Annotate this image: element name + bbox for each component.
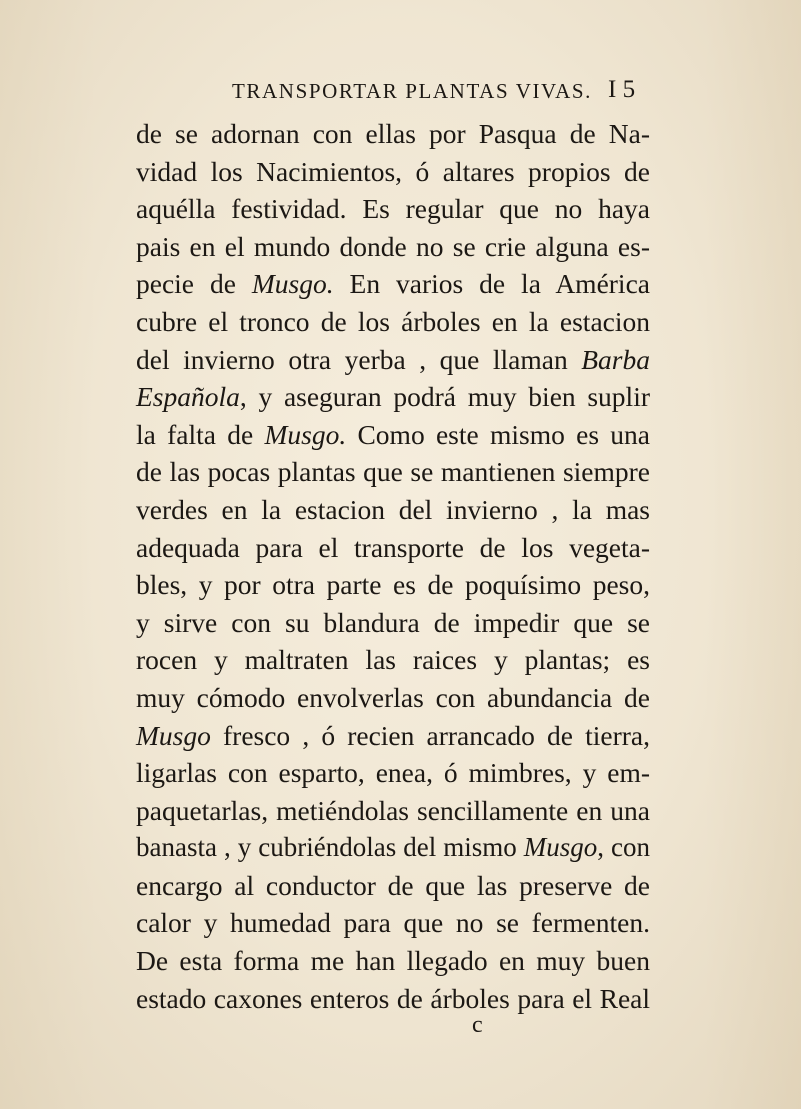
text-line	[136, 942, 650, 980]
text-run: En varios de la América	[333, 268, 650, 300]
text-line	[136, 867, 650, 905]
text-line	[136, 641, 650, 679]
italic-term: Española	[136, 381, 240, 413]
text-run: fresco , ó recien arrancado de tierra,	[210, 719, 650, 751]
text-run: estado caxones enteros de árboles para el Real	[136, 982, 650, 1014]
text-run: del invierno otra yerba , que llaman	[136, 343, 582, 375]
text-run: verdes en la estacion del invierno , la mas	[136, 493, 650, 525]
italic-term: Musgo.	[251, 268, 334, 300]
text-run: De esta forma me han llegado en muy buen	[136, 945, 650, 977]
text-line	[136, 341, 650, 379]
text-run: encargo al conductor de que las preserve de	[136, 869, 650, 901]
text-line	[136, 792, 650, 830]
page-number: I 5	[608, 76, 636, 103]
text-line	[136, 115, 650, 153]
text-line	[136, 416, 650, 454]
text-line	[136, 190, 650, 228]
text-line	[136, 453, 650, 491]
text-run: rocen y maltraten las raices y plantas; es	[136, 644, 650, 676]
text-line	[136, 529, 650, 567]
italic-term: Barba	[581, 343, 650, 375]
body-text	[136, 115, 650, 1017]
running-title: TRANSPORTAR PLANTAS VIVAS.	[232, 79, 593, 103]
text-run: banasta , y cubriéndolas del mismo	[136, 832, 524, 863]
text-run: bles, y por otra parte es de poquísimo peso,	[136, 569, 650, 601]
text-run: ligarlas con esparto, enea, ó mimbres, y em-	[136, 757, 650, 789]
text-line	[136, 265, 650, 303]
text-line	[136, 904, 650, 942]
text-line	[136, 153, 650, 191]
text-line	[136, 717, 650, 755]
text-run: cubre el tronco de los árboles en la estacion	[136, 305, 650, 337]
signature-mark: c	[472, 1012, 483, 1038]
text-line	[136, 829, 650, 867]
text-run: pais en el mundo donde no se crie alguna es-	[136, 230, 650, 262]
text-run: muy cómodo envolverlas con abundancia de	[136, 681, 650, 713]
text-run: , con	[597, 832, 650, 863]
text-line	[136, 604, 650, 642]
text-line	[136, 303, 650, 341]
text-line	[136, 754, 650, 792]
text-line	[136, 679, 650, 717]
text-run: de se adornan con ellas por Pasqua de Na-	[136, 118, 650, 149]
text-run: Como este mismo es una	[346, 418, 650, 450]
italic-term: Musgo	[136, 719, 211, 751]
text-line	[136, 378, 650, 416]
text-run: calor y humedad para que no se fermenten.	[136, 907, 650, 939]
text-line	[136, 491, 650, 529]
text-run: y sirve con su blandura de impedir que se	[136, 606, 650, 638]
page-header	[0, 73, 801, 109]
text-run: , y aseguran podrá muy bien suplir	[239, 381, 650, 413]
italic-term: Musgo.	[264, 418, 347, 450]
text-line	[136, 980, 650, 1018]
text-run: la falta de	[136, 418, 265, 450]
text-run: adequada para el transporte de los vegeta-	[136, 531, 650, 563]
text-run: pecie de	[136, 268, 252, 300]
text-line	[136, 228, 650, 266]
text-run: paquetarlas, metiéndolas sencillamente en una	[136, 794, 650, 826]
text-run: de las pocas plantas que se mantienen siempre	[136, 456, 650, 488]
text-run: vidad los Nacimientos, ó altares propios de	[136, 155, 650, 187]
text-run: aquélla festividad. Es regular que no haya	[136, 193, 650, 225]
italic-term: Musgo	[523, 832, 598, 863]
text-line	[136, 566, 650, 604]
